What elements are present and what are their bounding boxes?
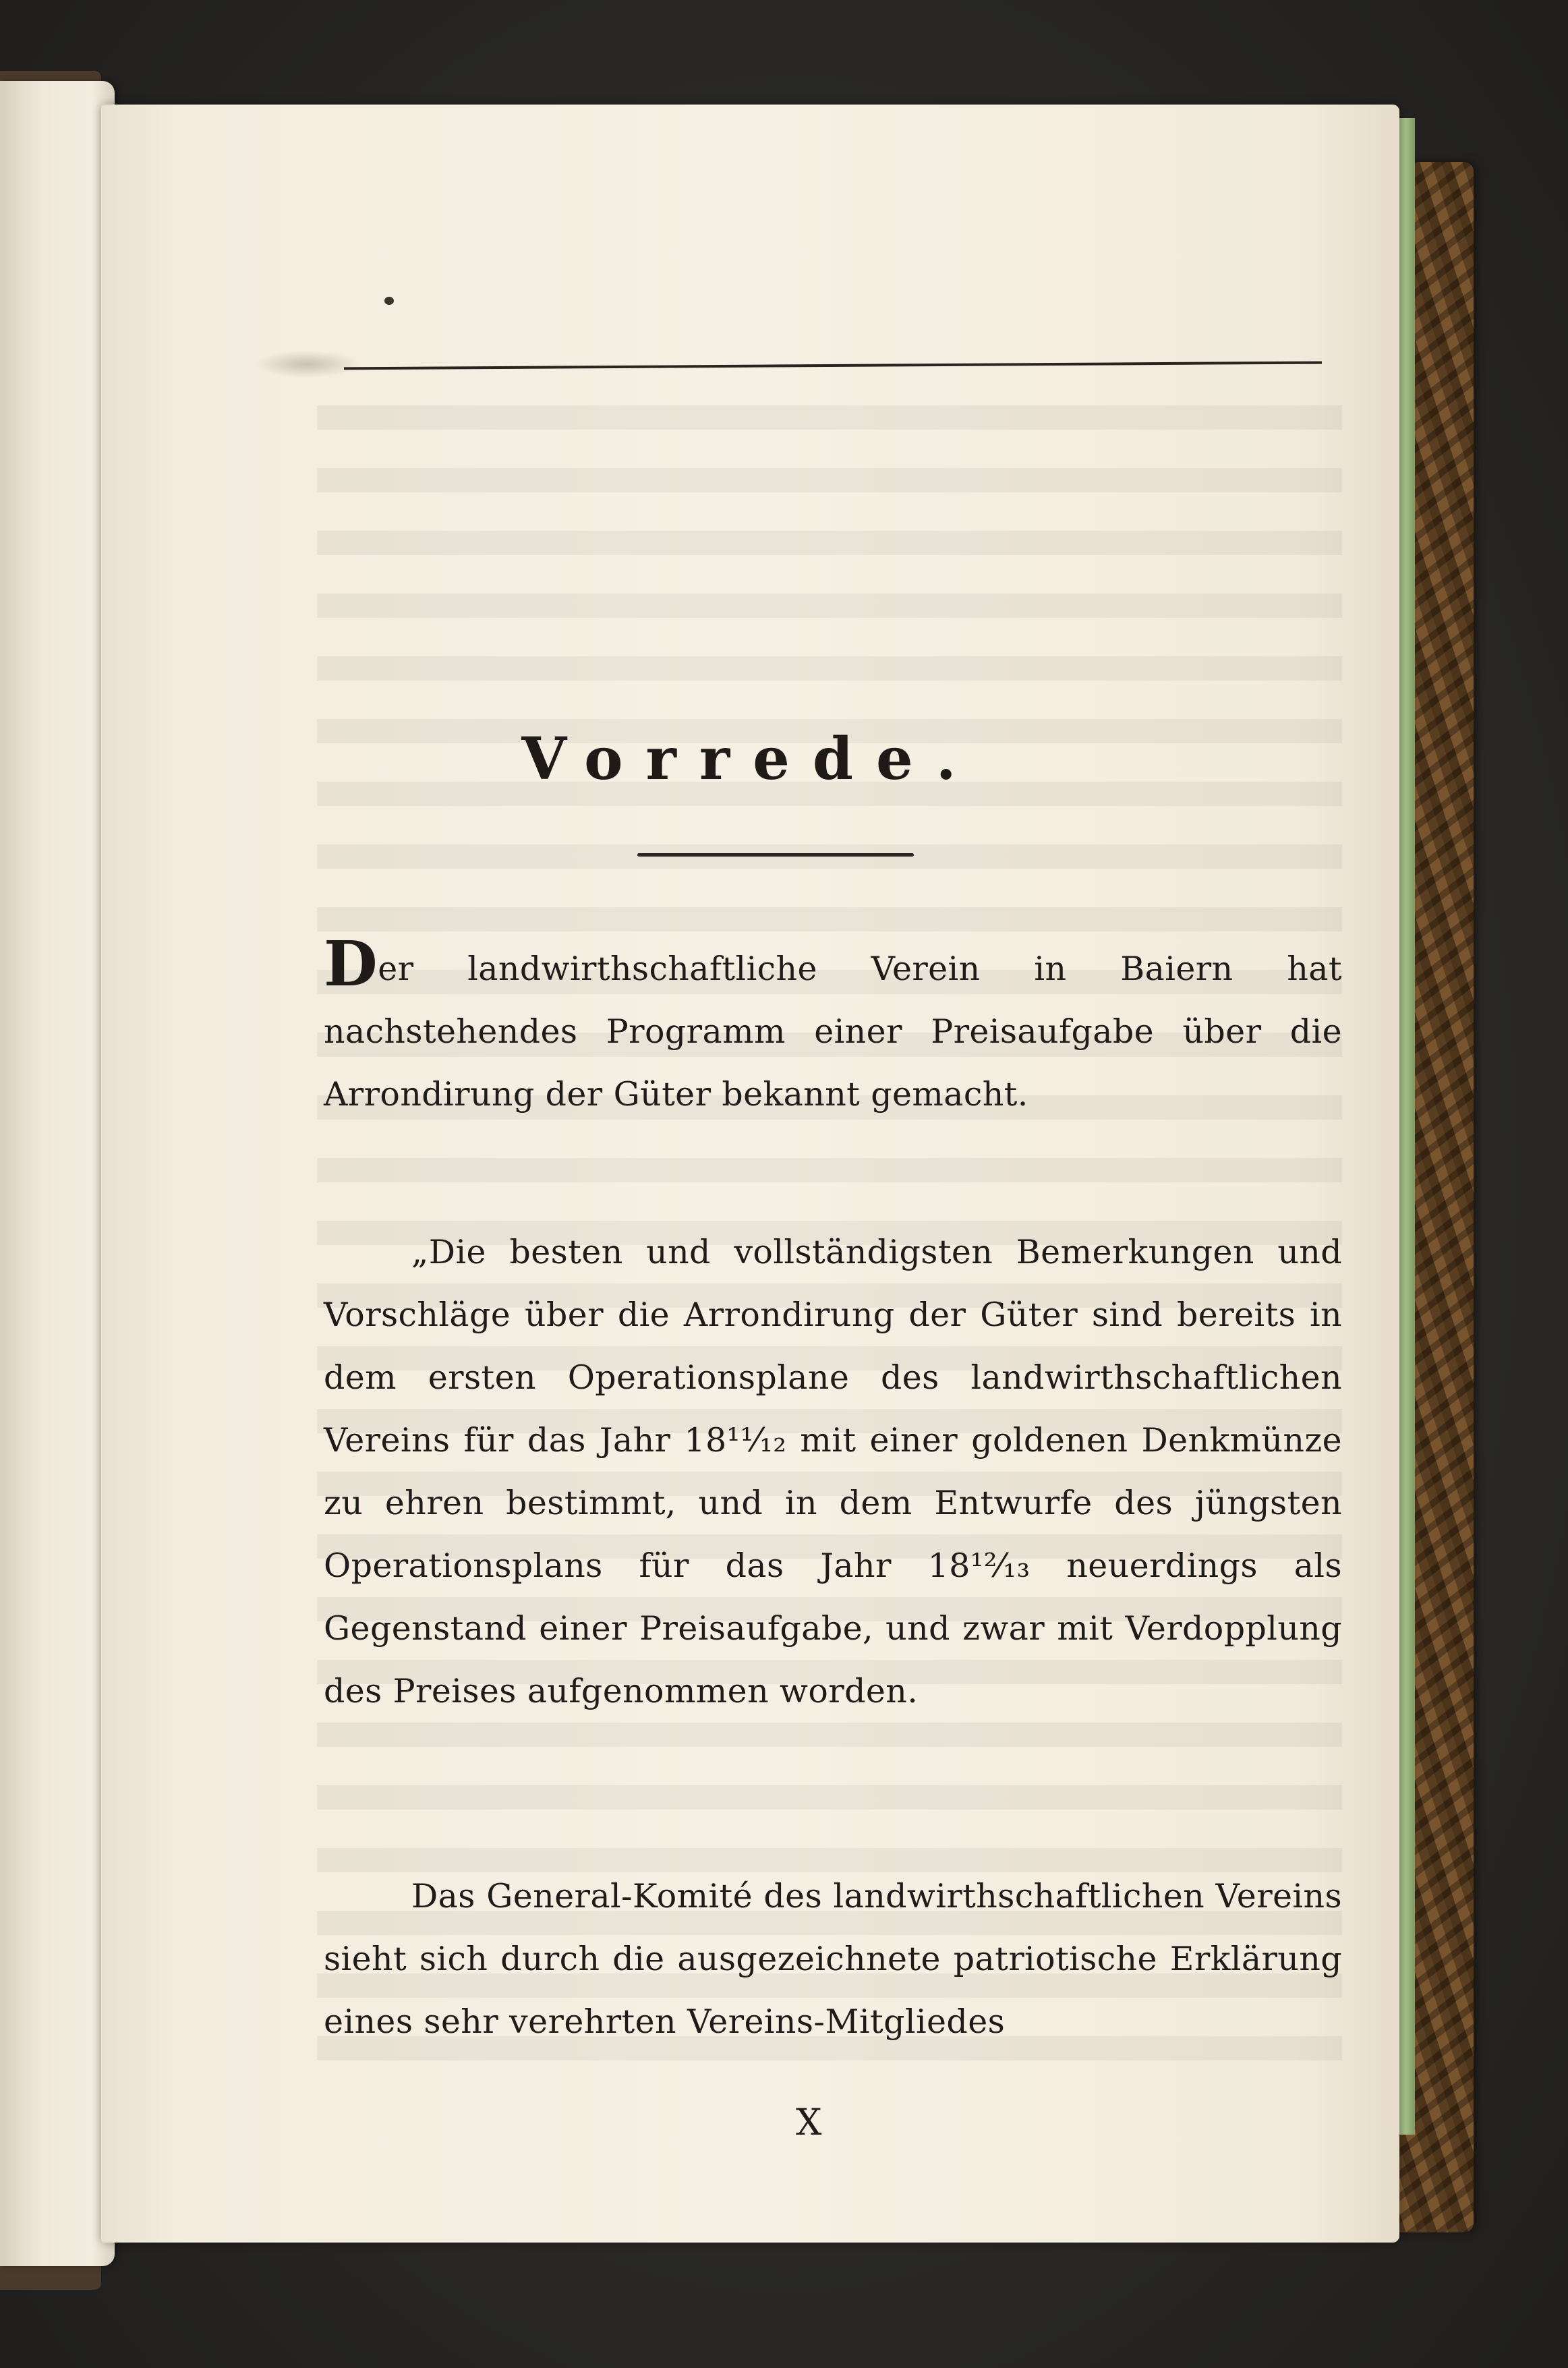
book-page	[101, 105, 1399, 2243]
title-rule	[637, 853, 914, 857]
paragraph-3: Das General-Komité des landwirthschaftlichen Vereins sieht sich durch die ausgezeichnete patriotische Erklärung eines sehr verehrten Vereins-Mitgliedes	[324, 1877, 1342, 2041]
ink-spot	[384, 297, 394, 305]
drop-initial: D	[324, 927, 378, 1000]
left-page-edge	[0, 81, 115, 2266]
paragraph-1-text: er landwirthschaftliche Verein in Baiern hat nachstehendes Programm einer Preisaufgabe über die Arrondirung der Güter bekannt gemacht.	[324, 950, 1342, 1114]
ink-smudge	[253, 351, 361, 378]
signature-mark: X	[796, 2101, 822, 2143]
page-title: Vorrede.	[521, 725, 979, 793]
show-through-text	[317, 374, 1342, 2060]
paragraph-2: „Die besten und vollständigsten Bemerkungen und Vorschläge über die Arrondirung der Güter sind bereits in dem ersten Operationsplane des landwirthschaftlichen Vereins für das Jahr 18¹¹⁄₁₂ mit einer goldenen Denkmünze zu ehren bestimmt, und in dem Entwurfe des jüngsten Operationsplans für das Jahr 18¹²⁄₁₃ neuerdings als Gegenstand einer Preisaufgabe, und zwar mit Verdopplung des Preises aufgenommen worden.	[324, 1233, 1342, 1710]
paragraph-1	[324, 927, 1342, 1126]
header-rule	[344, 362, 1322, 370]
